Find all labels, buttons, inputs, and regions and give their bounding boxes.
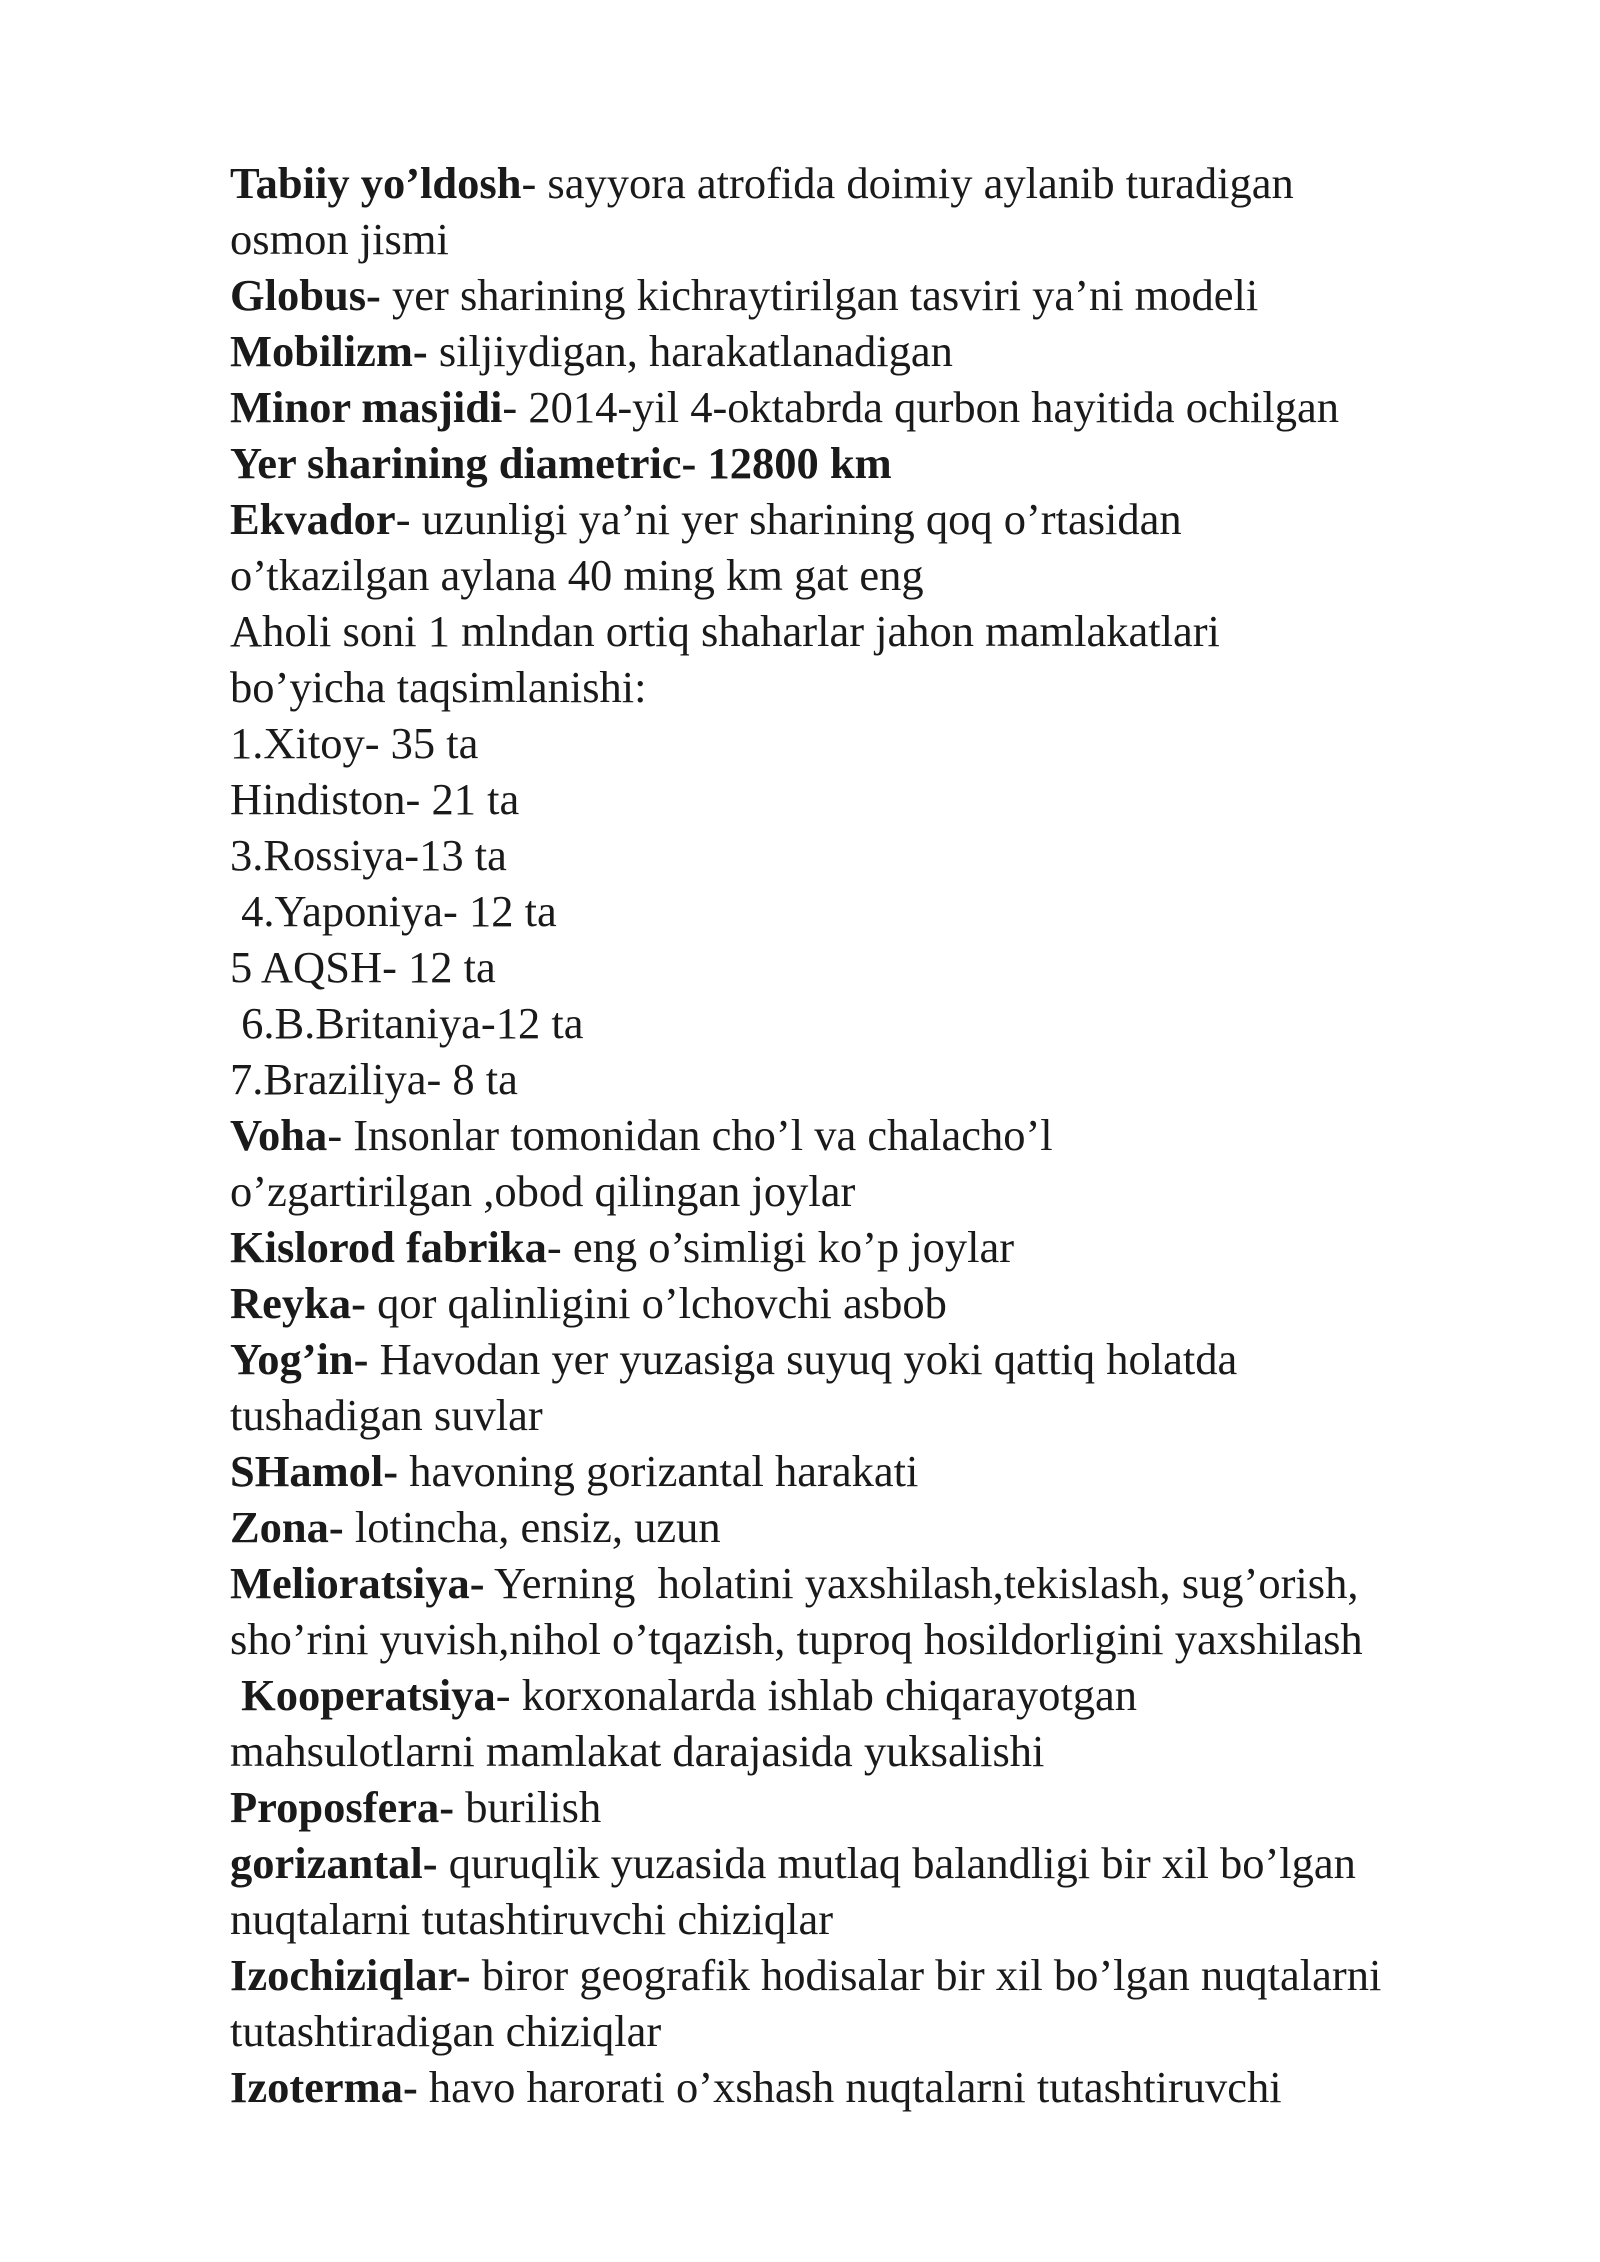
text-line [230, 379, 1560, 435]
definition: - Insonlar tomonidan cho’l va chalacho’l [327, 1110, 1053, 1160]
text-line [230, 1555, 1560, 1611]
term: Izochiziqlar- [230, 1950, 471, 2000]
term: Minor masjidi [230, 382, 503, 432]
term: Kislorod fabrika [230, 1222, 547, 1272]
definition: o’zgartirilgan ,obod qilingan joylar [230, 1166, 856, 1216]
text-line [230, 1051, 1560, 1107]
text-line [230, 603, 1560, 659]
term: Melioratsiya- [230, 1558, 485, 1608]
text-line [230, 827, 1560, 883]
text-line [230, 1723, 1560, 1779]
term: Tabiiy yo’ldosh [230, 158, 522, 208]
definition: - 2014-yil 4-oktabrda qurbon hayitida ochilgan [502, 382, 1340, 432]
text-line [230, 1163, 1560, 1219]
term: Yer sharining diametric- 12800 km [230, 438, 892, 488]
text-line [230, 1891, 1560, 1947]
text-line [230, 939, 1560, 995]
term: Ekvador [230, 494, 396, 544]
definition: - sayyora atrofida doimiy aylanib turadigan [521, 158, 1294, 208]
term: Reyka- [230, 1278, 366, 1328]
term: Zona- [230, 1502, 344, 1552]
text-line [230, 715, 1560, 771]
term: Kooperatsiya [230, 1670, 496, 1720]
definition: - uzunligi ya’ni yer sharining qoq o’rtasidan [395, 494, 1182, 544]
text-line [230, 1779, 1560, 1835]
text-line [230, 1331, 1560, 1387]
text-line [230, 491, 1560, 547]
definition: Yerning holatini yaxshilash,tekislash, sug’orish, [484, 1558, 1359, 1608]
text-line [230, 995, 1560, 1051]
text-line [230, 323, 1560, 379]
definition: sho’rini yuvish,nihol o’tqazish, tuproq hosildorligini yaxshilash [230, 1614, 1363, 1664]
text-line [230, 155, 1560, 211]
definition: 5 AQSH- 12 ta [230, 942, 496, 992]
definition: havo harorati o’xshash nuqtalarni tutashtiruvchi [417, 2062, 1282, 2112]
definition: tushadigan suvlar [230, 1390, 543, 1440]
definition: 3.Rossiya-13 ta [230, 830, 507, 880]
text-line [230, 771, 1560, 827]
definition: yer sharining kichraytirilgan tasviri ya’ni modeli [380, 270, 1259, 320]
definition: mahsulotlarni mamlakat darajasida yuksalishi [230, 1726, 1045, 1776]
text-line [230, 1499, 1560, 1555]
document-body [230, 155, 1560, 2115]
definition: Hindiston- 21 ta [230, 774, 520, 824]
definition: siljiydigan, harakatlanadigan [427, 326, 953, 376]
definition: quruqlik yuzasida mutlaq balandligi bir xil bo’lgan [437, 1838, 1356, 1888]
term: gorizantal- [230, 1838, 438, 1888]
term: Mobilizm- [230, 326, 428, 376]
term: Izoterma- [230, 2062, 418, 2112]
definition: biror geografik hodisalar bir xil bo’lgan nuqtalarni [470, 1950, 1382, 2000]
text-line [230, 1219, 1560, 1275]
text-line [230, 547, 1560, 603]
text-line [230, 1947, 1560, 2003]
definition: havoning gorizantal harakati [398, 1446, 919, 1496]
definition: Aholi soni 1 mlndan ortiq shaharlar jahon mamlakatlari [230, 606, 1220, 656]
definition: - eng o’simligi ko’p joylar [546, 1222, 1015, 1272]
text-line [230, 2003, 1560, 2059]
text-line [230, 659, 1560, 715]
text-line [230, 1275, 1560, 1331]
text-line [230, 435, 1560, 491]
definition: 1.Xitoy- 35 ta [230, 718, 479, 768]
text-line [230, 267, 1560, 323]
text-line [230, 1611, 1560, 1667]
text-line [230, 2059, 1560, 2115]
term: Globus- [230, 270, 381, 320]
text-line [230, 1443, 1560, 1499]
text-line [230, 1835, 1560, 1891]
definition: o’tkazilgan aylana 40 ming km gat eng [230, 550, 924, 600]
text-line [230, 211, 1560, 267]
term: Yog’in- [230, 1334, 369, 1384]
term: Voha [230, 1110, 328, 1160]
term: Proposfera- [230, 1782, 455, 1832]
text-line [230, 1667, 1560, 1723]
definition: bo’yicha taqsimlanishi: [230, 662, 647, 712]
definition: nuqtalarni tutashtiruvchi chiziqlar [230, 1894, 834, 1944]
definition: - korxonalarda ishlab chiqarayotgan [495, 1670, 1138, 1720]
definition: osmon jismi [230, 214, 449, 264]
text-line [230, 1387, 1560, 1443]
term: SHamol- [230, 1446, 399, 1496]
definition: qor qalinligini o’lchovchi asbob [365, 1278, 947, 1328]
definition: 7.Braziliya- 8 ta [230, 1054, 518, 1104]
text-line [230, 1107, 1560, 1163]
definition: lotincha, ensiz, uzun [343, 1502, 721, 1552]
definition: Havodan yer yuzasiga suyuq yoki qattiq holatda [368, 1334, 1238, 1384]
definition: 6.B.Britaniya-12 ta [230, 998, 584, 1048]
definition: 4.Yaponiya- 12 ta [230, 886, 557, 936]
text-line [230, 883, 1560, 939]
definition: tutashtiradigan chiziqlar [230, 2006, 662, 2056]
definition: burilish [454, 1782, 602, 1832]
